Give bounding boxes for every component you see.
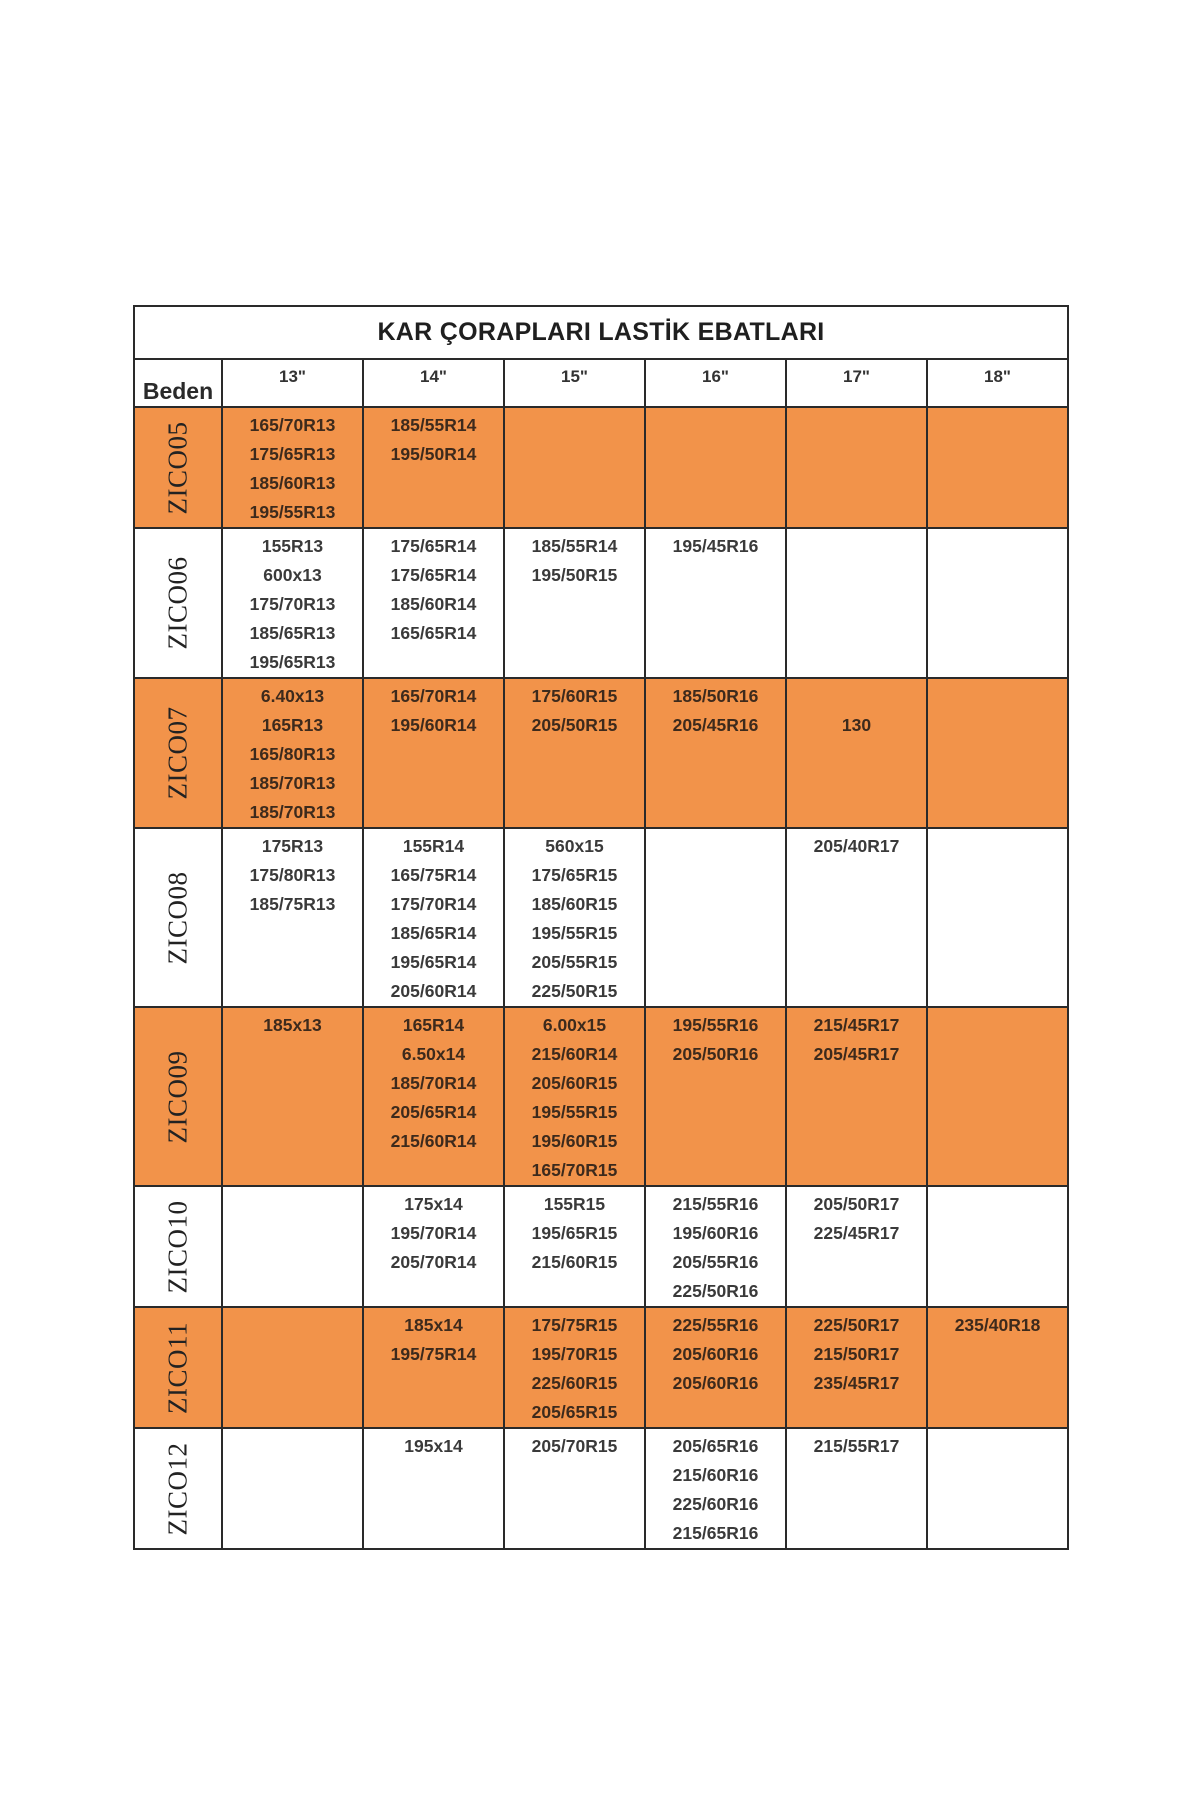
size-cell [786,678,927,828]
size-cell [645,528,786,678]
size-cell [504,678,645,828]
tire-size: 215/60R15 [531,1252,618,1272]
tire-size: 175/70R14 [390,894,477,914]
tire-size: 185/60R15 [531,894,618,914]
size-cell [222,1007,363,1186]
size-cell [222,1186,363,1307]
row-label-cell [134,528,222,678]
tire-size: 205/45R16 [672,715,759,735]
tire-size: 205/70R15 [531,1436,618,1456]
size-cell [786,1007,927,1186]
size-cell [786,407,927,528]
tire-size: 600x13 [263,565,322,585]
tire-size: 165R13 [261,715,324,735]
size-cell [222,407,363,528]
tire-size: 175/70R13 [249,594,336,614]
size-cell [222,528,363,678]
size-cell [786,1186,927,1307]
tire-size: 205/50R16 [672,1044,759,1064]
column-header-16: 16" [645,359,786,407]
tire-size: 185/65R13 [249,623,336,643]
size-cell [504,528,645,678]
tire-size: 195x14 [404,1436,463,1456]
size-cell [504,1307,645,1428]
tire-size: 6.50x14 [401,1044,466,1064]
tire-size: 215/60R14 [531,1044,618,1064]
column-header-18: 18" [927,359,1068,407]
tire-size: 195/65R15 [531,1223,618,1243]
title-row [134,306,1068,359]
size-cell [786,528,927,678]
size-cell [927,1307,1068,1428]
header-row [134,359,1068,407]
tire-size: 165/70R15 [531,1160,618,1180]
tire-size: 175/65R13 [249,444,336,464]
tire-size: 175R13 [261,836,324,856]
row-label-cell [134,1007,222,1186]
size-cell [927,1428,1068,1549]
tire-size: 6.00x15 [542,1015,607,1035]
table-row [134,1307,1068,1428]
tire-size: 185/70R13 [249,773,336,793]
size-cell [222,1307,363,1428]
tire-size: 175/75R15 [531,1315,618,1335]
row-label: ZICO09 [162,1050,193,1143]
tire-size: 205/55R15 [531,952,618,972]
size-cell [786,828,927,1007]
size-cell [363,1007,504,1186]
row-label: ZICO12 [162,1442,193,1535]
tire-size: 205/65R15 [531,1402,618,1422]
row-label: ZICO07 [162,706,193,800]
tire-size: 165/70R14 [390,686,477,706]
row-label-cell [134,1186,222,1307]
table-row [134,678,1068,828]
tire-size: 6.40x13 [260,686,325,706]
table-row [134,1186,1068,1307]
size-cell [927,407,1068,528]
column-header-14: 14" [363,359,504,407]
tire-size: 225/55R16 [672,1315,759,1335]
size-cell [363,678,504,828]
tire-size: 195/50R14 [390,444,477,464]
tire-size: 130 [841,715,872,735]
tire-size: 195/65R13 [249,652,336,672]
row-label: ZICO10 [162,1200,193,1293]
tire-size: 195/60R14 [390,715,477,735]
row-label-cell [134,1307,222,1428]
tire-size: 225/50R16 [672,1281,759,1301]
beden-header: Beden [134,359,222,407]
size-cell [786,1307,927,1428]
tire-size: 185/65R14 [390,923,477,943]
tire-size: 215/65R16 [672,1523,759,1543]
tire-size: 185/60R14 [390,594,477,614]
tire-size: 205/70R14 [390,1252,477,1272]
tire-size: 195/55R13 [249,502,336,522]
tire-size: 225/50R17 [813,1315,900,1335]
tire-size: 185/70R13 [249,802,336,822]
tire-size: 195/55R15 [531,923,618,943]
tire-size: 155R13 [261,536,324,556]
row-label: ZICO05 [162,421,193,514]
size-cell [927,1007,1068,1186]
tire-size: 215/55R16 [672,1194,759,1214]
tire-size: 205/50R17 [813,1194,900,1214]
size-table [133,305,1069,1550]
size-cell [222,828,363,1007]
tire-size: 165/80R13 [249,744,336,764]
tire-size: 155R15 [543,1194,606,1214]
size-cell [645,407,786,528]
tire-size: 195/70R14 [390,1223,477,1243]
size-cell [645,1186,786,1307]
tire-size: 215/50R17 [813,1344,900,1364]
size-cell [504,1428,645,1549]
size-cell [645,678,786,828]
tire-size: 195/50R15 [531,565,618,585]
tire-size: 225/60R15 [531,1373,618,1393]
size-cell [504,828,645,1007]
tire-size: 195/45R16 [672,536,759,556]
tire-size: 165/75R14 [390,865,477,885]
tire-size: 235/45R17 [813,1373,900,1393]
tire-size: 215/60R16 [672,1465,759,1485]
tire-size-chart [133,305,1067,1550]
tire-size: 205/60R16 [672,1344,759,1364]
size-cell [645,1428,786,1549]
column-header-17: 17" [786,359,927,407]
tire-size: 195/60R15 [531,1131,618,1151]
size-cell [645,828,786,1007]
size-cell [363,828,504,1007]
column-header-15: 15" [504,359,645,407]
row-label: ZICO11 [162,1321,193,1414]
tire-size: 205/60R15 [531,1073,618,1093]
table-row [134,407,1068,528]
tire-size: 225/50R15 [531,981,618,1001]
tire-size: 195/55R16 [672,1015,759,1035]
size-cell [927,828,1068,1007]
tire-size: 175/65R14 [390,565,477,585]
size-cell [786,1428,927,1549]
size-cell [504,1186,645,1307]
tire-size: 195/55R15 [531,1102,618,1122]
table-row [134,528,1068,678]
tire-size: 215/55R17 [813,1436,900,1456]
tire-size: 165/65R14 [390,623,477,643]
table-row [134,828,1068,1007]
size-cell [222,678,363,828]
tire-size: 175x14 [404,1194,463,1214]
tire-size: 185x13 [263,1015,322,1035]
tire-size [787,682,926,711]
size-cell [363,528,504,678]
size-cell [927,1186,1068,1307]
tire-size: 195/70R15 [531,1344,618,1364]
tire-size: 215/60R14 [390,1131,477,1151]
size-table-body [134,407,1068,1549]
tire-size: 155R14 [402,836,465,856]
size-cell [645,1007,786,1186]
row-label-cell [134,407,222,528]
tire-size: 225/45R17 [813,1223,900,1243]
tire-size: 205/60R14 [390,981,477,1001]
tire-size: 185/70R14 [390,1073,477,1093]
tire-size: 185/55R14 [531,536,618,556]
size-cell [363,1186,504,1307]
row-label-cell [134,1428,222,1549]
column-header-13: 13" [222,359,363,407]
tire-size: 205/60R16 [672,1373,759,1393]
tire-size: 165R14 [402,1015,465,1035]
tire-size: 205/55R16 [672,1252,759,1272]
chart-title: KAR ÇORAPLARI LASTİK EBATLARI [134,306,1068,359]
tire-size: 195/75R14 [390,1344,477,1364]
tire-size: 195/65R14 [390,952,477,972]
tire-size: 175/65R15 [531,865,618,885]
row-label-cell [134,678,222,828]
tire-size: 185/50R16 [672,686,759,706]
row-label: ZICO06 [162,556,193,650]
tire-size: 185/75R13 [249,894,336,914]
tire-size: 175/65R14 [390,536,477,556]
tire-size: 205/65R14 [390,1102,477,1122]
tire-size: 175/60R15 [531,686,618,706]
tire-size: 205/65R16 [672,1436,759,1456]
tire-size: 185/55R14 [390,415,477,435]
tire-size: 195/60R16 [672,1223,759,1243]
size-cell [222,1428,363,1549]
size-cell [645,1307,786,1428]
size-cell [363,407,504,528]
size-cell [363,1428,504,1549]
size-cell [504,1007,645,1186]
tire-size: 205/45R17 [813,1044,900,1064]
table-row [134,1007,1068,1186]
table-row [134,1428,1068,1549]
tire-size: 175/80R13 [249,865,336,885]
tire-size: 165/70R13 [249,415,336,435]
size-cell [363,1307,504,1428]
size-cell [927,678,1068,828]
tire-size: 205/50R15 [531,715,618,735]
tire-size: 185x14 [404,1315,463,1335]
tire-size: 205/40R17 [813,836,900,856]
tire-size: 235/40R18 [954,1315,1041,1335]
size-cell [927,528,1068,678]
tire-size: 560x15 [545,836,604,856]
tire-size: 225/60R16 [672,1494,759,1514]
row-label-cell [134,828,222,1007]
tire-size: 185/60R13 [249,473,336,493]
tire-size: 215/45R17 [813,1015,900,1035]
row-label: ZICO08 [162,871,193,964]
size-cell [504,407,645,528]
